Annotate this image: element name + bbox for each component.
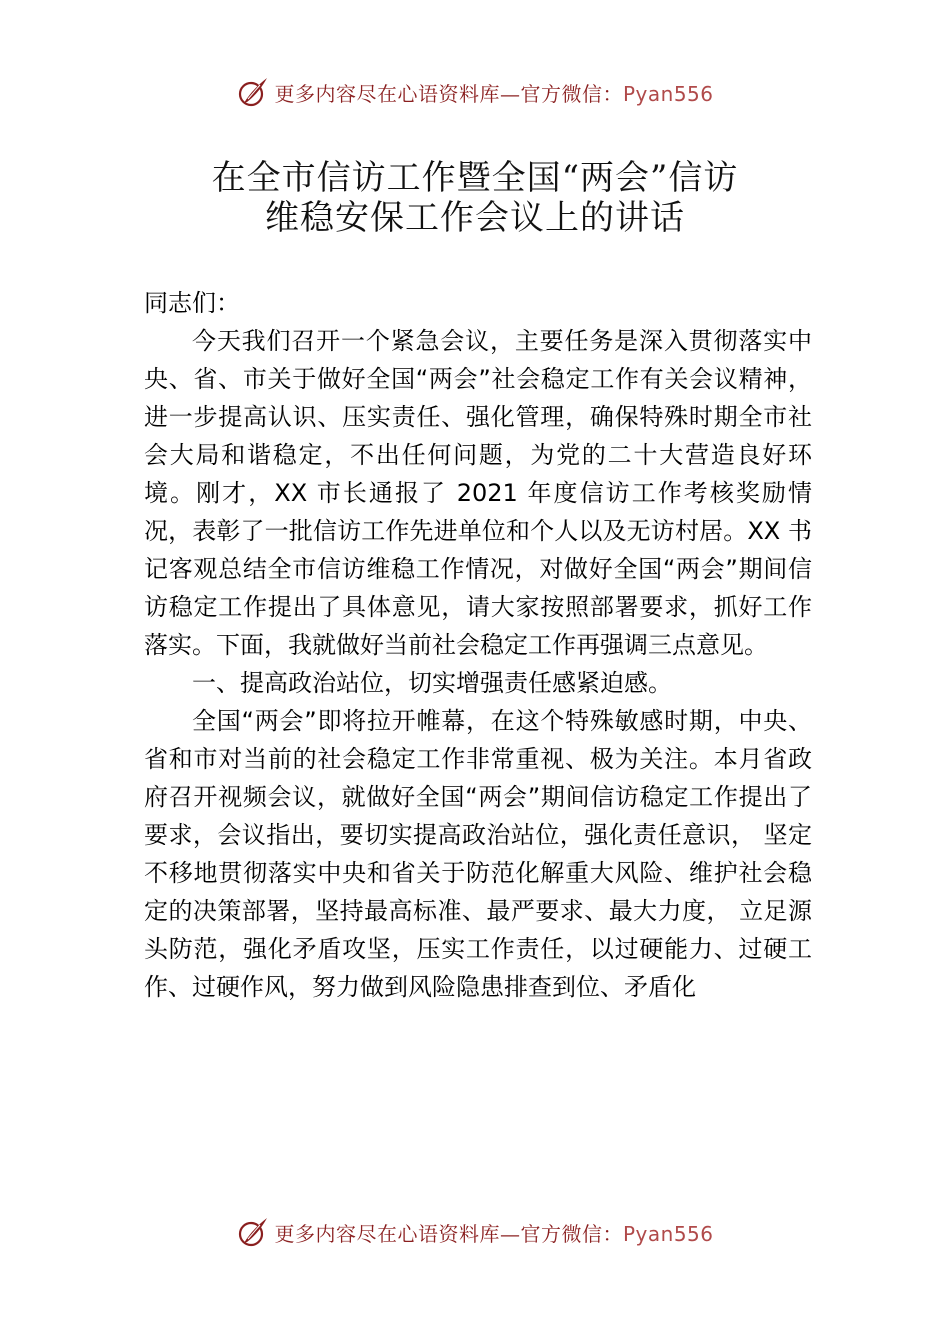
- paragraph-2: 全国“两会”即将拉开帷幕，在这个特殊敏感时期，中央、省和市对当前的社会稳定工作非常重视、极为关注。本月省政府召开视频会议，就做好全国“两会”期间信访稳定工作提出了要求，会议指出，要切实提高政治站位，强化责任意识， 坚定不移地贯彻落实中央和省关于防范化解重大风险、维护社会稳定的决策部署，坚持最高标准、最严要求、最大力度， 立足源头防范，强化矛盾攻坚，压实工作责任，以过硬能力、过硬工作、过硬作风，努力做到风险隐患排查到位、矛盾化: [144, 707, 812, 1001]
- quill-logo-icon: [236, 75, 270, 109]
- banner-text-top: 更多内容尽在心语资料库—官方微信：Pyan556: [274, 81, 714, 106]
- title-line-1: 在全市信访工作暨全国“两会”信访: [211, 158, 739, 198]
- wechat-id: Pyan556: [622, 81, 714, 106]
- title-line-2: 维稳安保工作会议上的讲话: [265, 198, 685, 238]
- footer-banner: [0, 1212, 950, 1252]
- page-title: [0, 158, 950, 238]
- banner-text-bottom: 更多内容尽在心语资料库—官方微信：Pyan556: [274, 1221, 714, 1246]
- wechat-id: Pyan556: [622, 1221, 714, 1246]
- salutation: 同志们：: [144, 289, 240, 317]
- section-heading-1: 一、提高政治站位，切实增强责任感紧迫感。: [192, 669, 672, 697]
- quill-logo-icon: [236, 1215, 270, 1249]
- document-body: [144, 284, 812, 1006]
- header-banner: [0, 72, 950, 112]
- paragraph-1: 今天我们召开一个紧急会议，主要任务是深入贯彻落实中央、省、市关于做好全国“两会”社会稳定工作有关会议精神，进一步提高认识、压实责任、强化管理，确保特殊时期全市社会大局和谐稳定，不出任何问题，为党的二十大营造良好环境。刚才，XX 市长通报了 2021 年度信访工作考核奖励情况，表彰了一批信访工作先进单位和个人以及无访村居。XX 书记客观总结全市信访维稳工作情况，对做好全国“两会”期间信访稳定工作提出了具体意见，请大家按照部署要求，抓好工作落实。下面，我就做好当前社会稳定工作再强调三点意见。: [144, 327, 812, 659]
